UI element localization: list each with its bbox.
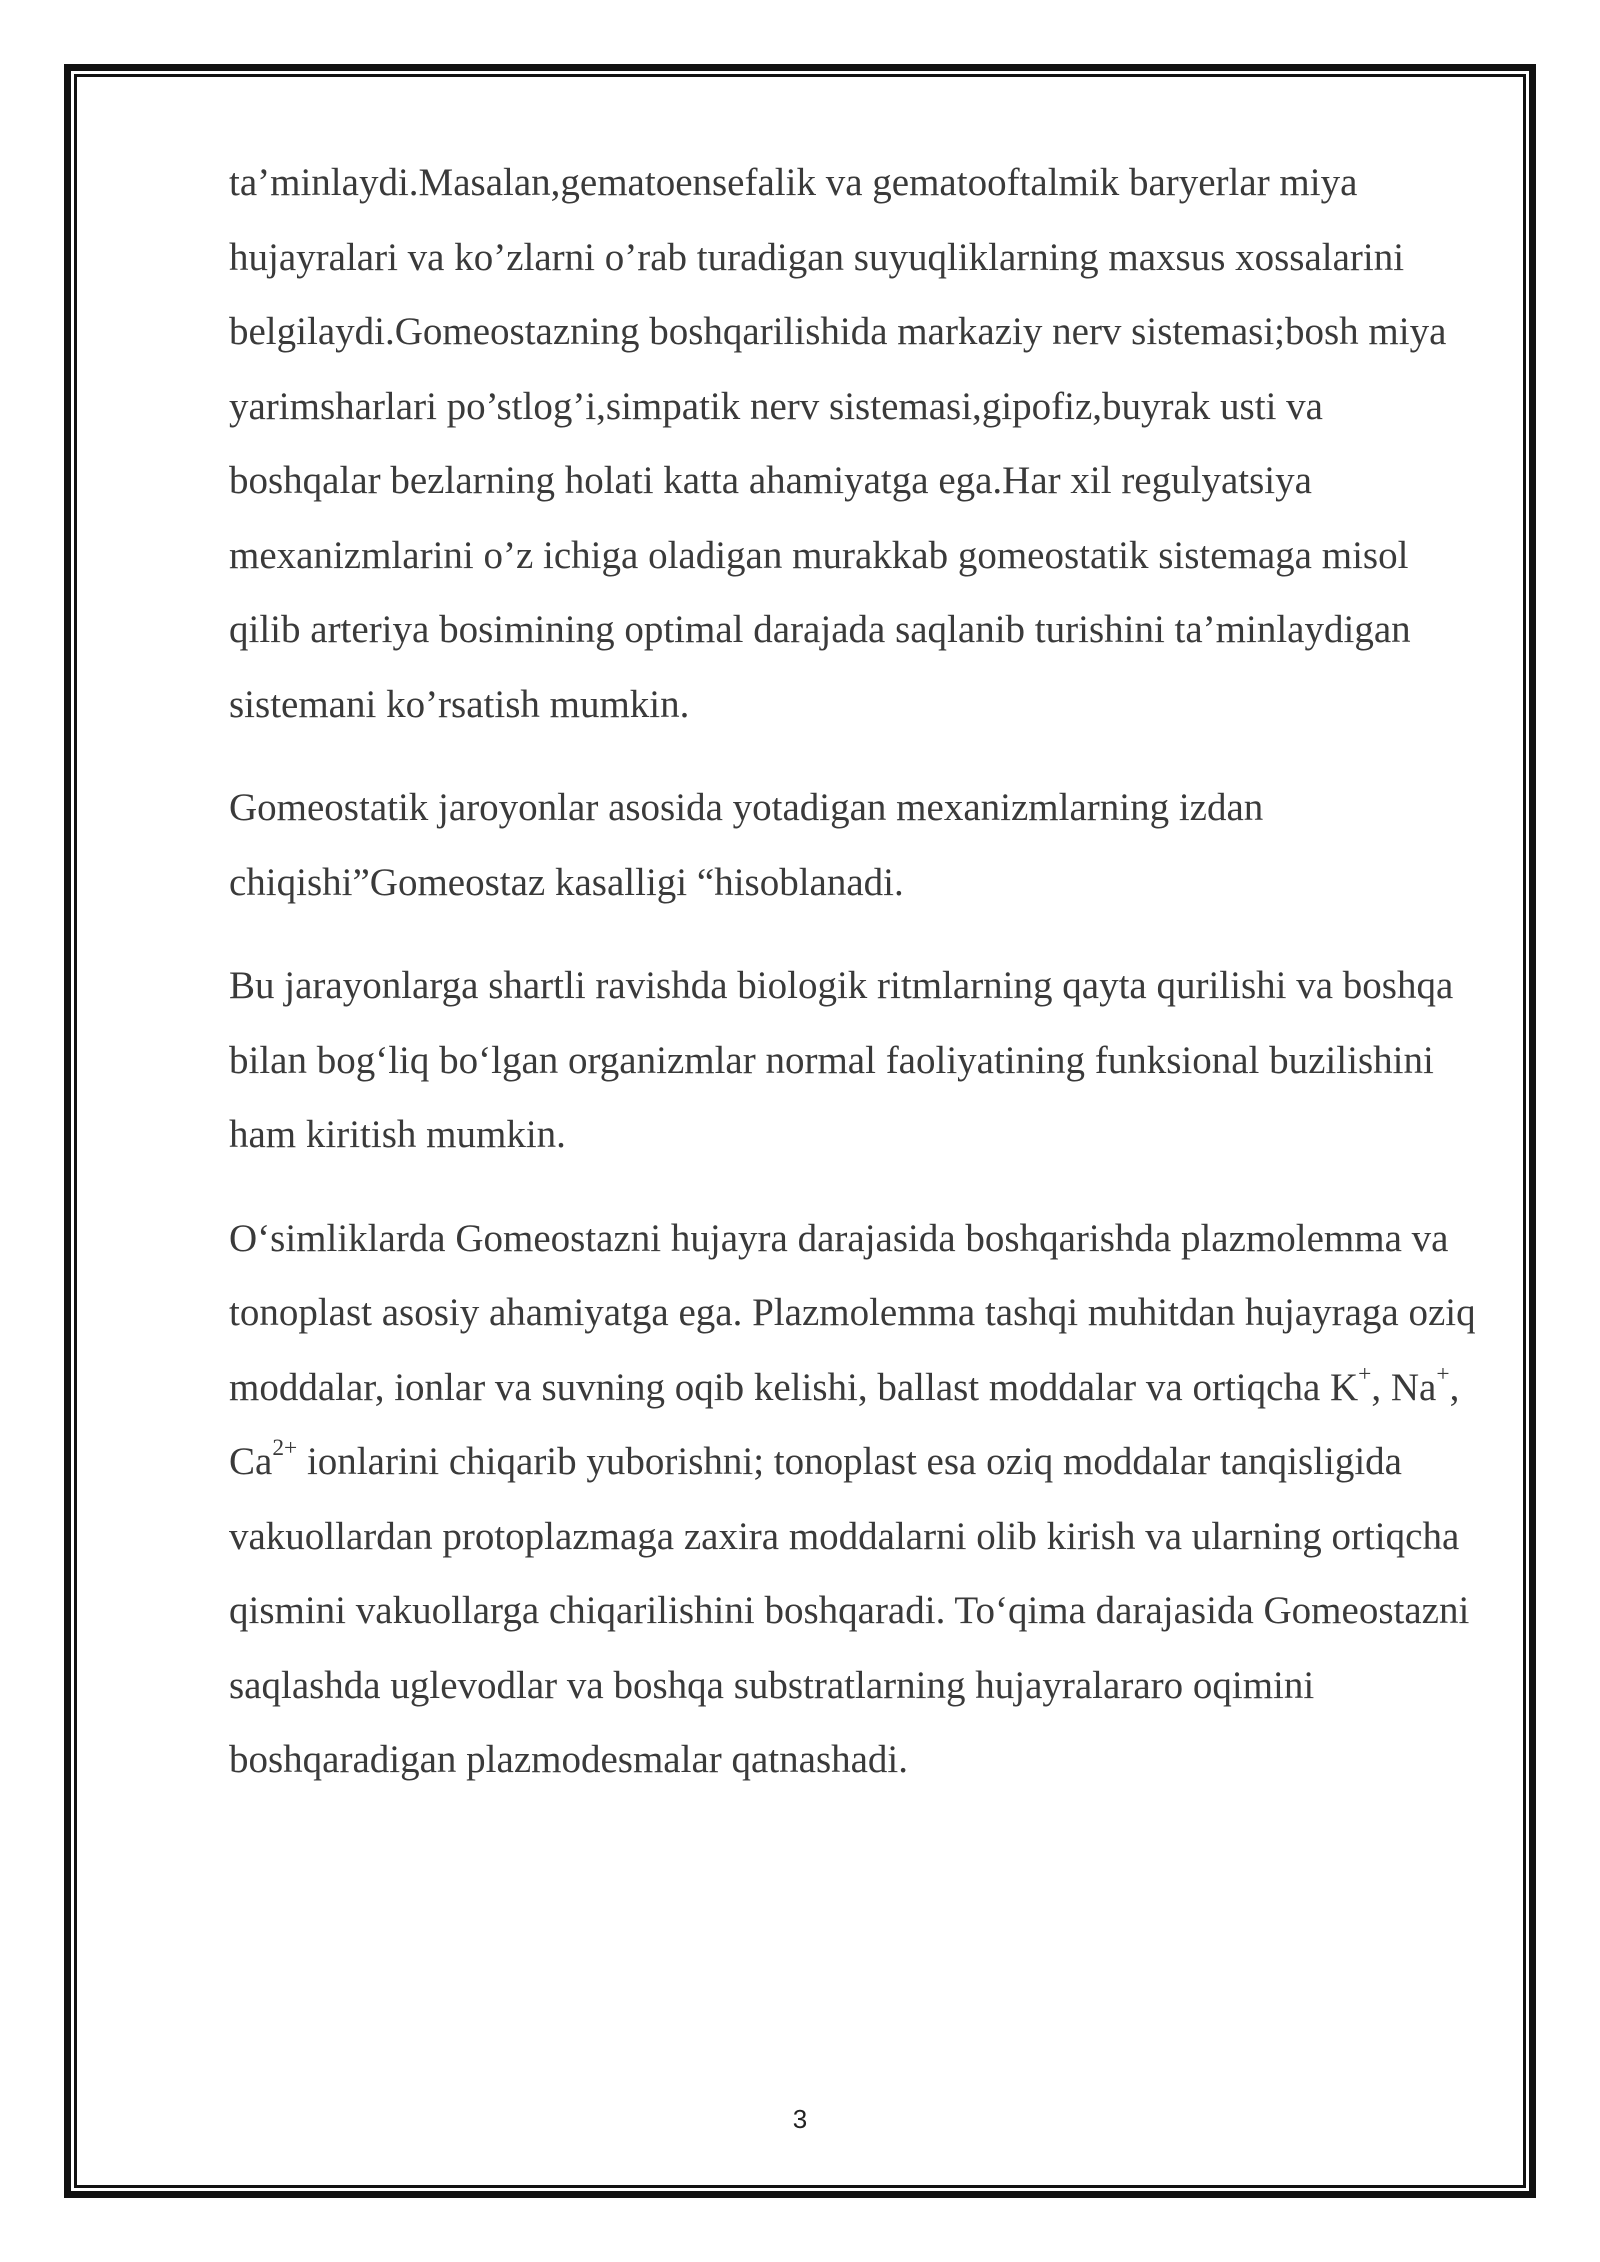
superscript-k-charge: + [1358,1360,1372,1387]
paragraph-4-text-4: ionlarini chiqarib yuborishni; tonoplast esa oziq moddalar tanqisligida vakuollardan protoplazmaga zaxira moddalarni olib kirish va ularning ortiqcha qismini vakuollarga chiqarilishini boshqaradi. To‘qima darajasida Gomeostazni saqlashda uglevodlar va boshqa substratlarning hujayralararo oqimini boshqaradigan plazmodesmalar qatnashadi. [229,1440,1470,1781]
paragraph-1: ta’minlaydi.Masalan,gematoensefalik va gematooftalmik baryerlar miya hujayralari va ko’zlarni o’rab turadigan suyuqliklarning maxsus xossalarini belgilaydi.Gomeostazning boshqarilishida markaziy nerv sistemasi;bosh miya yarimsharlari po’stlog’i,simpatik nerv sistemasi,gipofiz,buyrak usti va boshqalar bezlarning holati katta ahamiyatga ega.Har xil regulyatsiya mexanizmlarini o’z ichiga oladigan murakkab gomeostatik sistemaga misol qilib arteriya bosimining optimal darajada saqlanib turishini ta’minlaydigan sistemani ko’rsatish mumkin. [229,161,1447,726]
paragraph-3: Bu jarayonlarga shartli ravishda biologik ritmlarning qayta qurilishi va boshqa bilan bog‘liq bo‘lgan organizmlar normal faoliyatining funksional buzilishini ham kiritish mumkin. [229,964,1454,1156]
page-number: 3 [792,2104,808,2134]
paragraph-4 [229,1202,1484,1798]
paragraph-4-text-1: O‘simliklarda Gomeostazni hujayra darajasida boshqarishda plazmolemma va tonoplast asosiy ahamiyatga ega. Plazmolemma tashqi muhitdan hujayraga oziq moddalar, ionlar va suvning oqib kelishi, ballast moddalar va ortiqcha K [229,1216,1476,1409]
superscript-na-charge: + [1436,1360,1450,1387]
paragraph-2: Gomeostatik jaroyonlar asosida yotadigan mexanizmlarning izdan chiqishi”Gomeostaz kasalligi “hisoblanadi. [229,786,1264,904]
paragraph-4-text-3: , Ca [229,1365,1460,1483]
paragraph-4-text-2: , Na [1371,1365,1437,1409]
superscript-ca-charge: 2+ [272,1435,298,1462]
document-body [229,146,1484,1827]
